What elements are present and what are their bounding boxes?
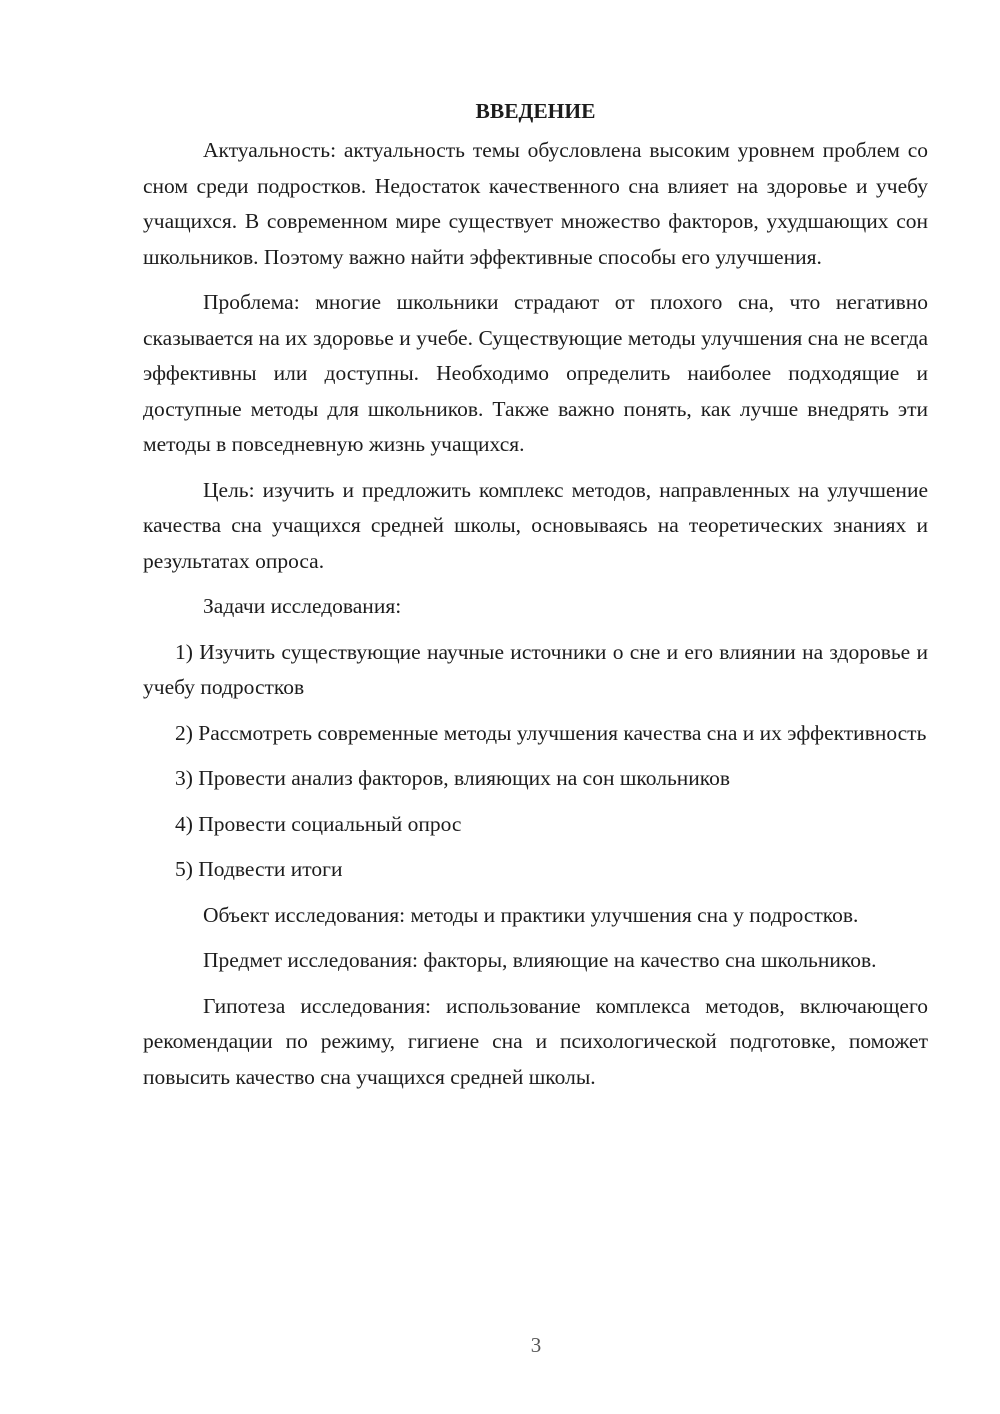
task-item: 4) Провести социальный опрос [175, 811, 462, 836]
subject-paragraph: Предмет исследования: факторы, влияющие на качество сна школьников. [203, 948, 877, 972]
document-page [143, 96, 928, 1105]
tasks-list [143, 635, 928, 888]
task-item: 5) Подвести итоги [175, 857, 343, 881]
section-title: ВВЕДЕНИЕ [475, 99, 596, 123]
tasks-heading: Задачи исследования: [203, 594, 402, 618]
relevance-paragraph: Актуальность: актуальность темы обусловлена высоким уровнем проблем со сном среди подростков. Недостаток качественного сна влияет на здоровье и учебу учащихся. В современном мире существует множество факторов, ухудшающих сон школьников. Поэтому важно найти эффективные способы его улучшения. [143, 138, 928, 269]
task-item: 3) Провести анализ факторов, влияющих на сон школьников [175, 766, 731, 790]
hypothesis-paragraph: Гипотеза исследования: использование комплекса методов, включающего рекомендации по режиму, гигиене сна и психологической подготовке, поможет повысить качество сна учащихся средней школы. [143, 993, 928, 1089]
task-item: 1) Изучить существующие научные источники о сне и его влиянии на здоровье и учебу подростков [143, 639, 928, 699]
page-number: 3 [530, 1333, 542, 1357]
object-paragraph: Объект исследования: методы и практики улучшения сна у подростков. [203, 902, 859, 927]
goal-paragraph: Цель: изучить и предложить комплекс методов, направленных на улучшение качества сна учащихся средней школы, основываясь на теоретических знаниях и результатах опроса. [143, 477, 928, 573]
task-item: 2) Рассмотреть современные методы улучшения качества сна и их эффективность [175, 720, 927, 745]
problem-paragraph: Проблема: многие школьники страдают от плохого сна, что негативно сказывается на их здоровье и учебе. Существующие методы улучшения сна не всегда эффективны или доступны. Необходимо определить наиболее подходящие и доступные методы для школьников. Также важно понять, как лучше внедрять эти методы в повседневную жизнь учащихся. [143, 290, 928, 456]
